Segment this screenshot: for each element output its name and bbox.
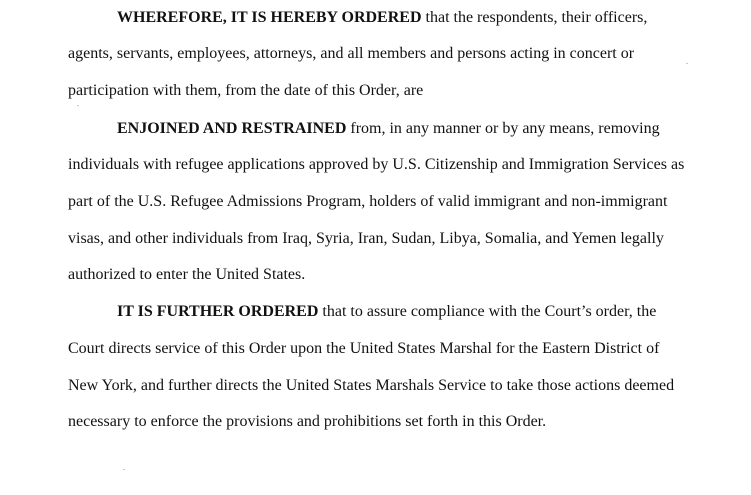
further-ordered-heading: IT IS FURTHER ORDERED bbox=[117, 303, 319, 320]
paragraph-3-line-1 bbox=[117, 303, 656, 321]
paragraph-2-line-5: authorized to enter the United States. bbox=[68, 266, 306, 283]
paragraph-1-line-1 bbox=[117, 9, 647, 27]
scan-speck bbox=[686, 63, 688, 64]
paragraph-2-line-1 bbox=[117, 120, 660, 138]
scan-speck bbox=[77, 105, 79, 106]
paragraph-2-line-2: individuals with refugee applications approved by U.S. Citizenship and Immigration Services as bbox=[68, 156, 685, 173]
paragraph-2-text: from, in any manner or by any means, removing bbox=[346, 120, 660, 137]
paragraph-3-line-2: Court directs service of this Order upon the United States Marshal for the Eastern District of bbox=[68, 340, 660, 357]
paragraph-2-line-3: part of the U.S. Refugee Admissions Program, holders of valid immigrant and non-immigrant bbox=[68, 193, 668, 210]
paragraph-2-line-4: visas, and other individuals from Iraq, Syria, Iran, Sudan, Libya, Somalia, and Yemen legally bbox=[68, 230, 664, 247]
paragraph-1-line-3: participation with them, from the date of this Order, are bbox=[68, 82, 424, 99]
paragraph-1-text: that the respondents, their officers, bbox=[421, 9, 648, 26]
paragraph-3-text: that to assure compliance with the Court’s order, the bbox=[318, 303, 657, 320]
ordered-heading: WHEREFORE, IT IS HEREBY ORDERED bbox=[117, 9, 422, 26]
paragraph-1-line-2: agents, servants, employees, attorneys, and all members and persons acting in concert or bbox=[68, 45, 635, 62]
paragraph-3-line-3: New York, and further directs the United States Marshals Service to take those actions deemed bbox=[68, 377, 675, 394]
paragraph-3-line-4: necessary to enforce the provisions and prohibitions set forth in this Order. bbox=[68, 413, 547, 430]
scan-speck bbox=[123, 469, 125, 470]
enjoined-heading: ENJOINED AND RESTRAINED bbox=[117, 120, 347, 137]
